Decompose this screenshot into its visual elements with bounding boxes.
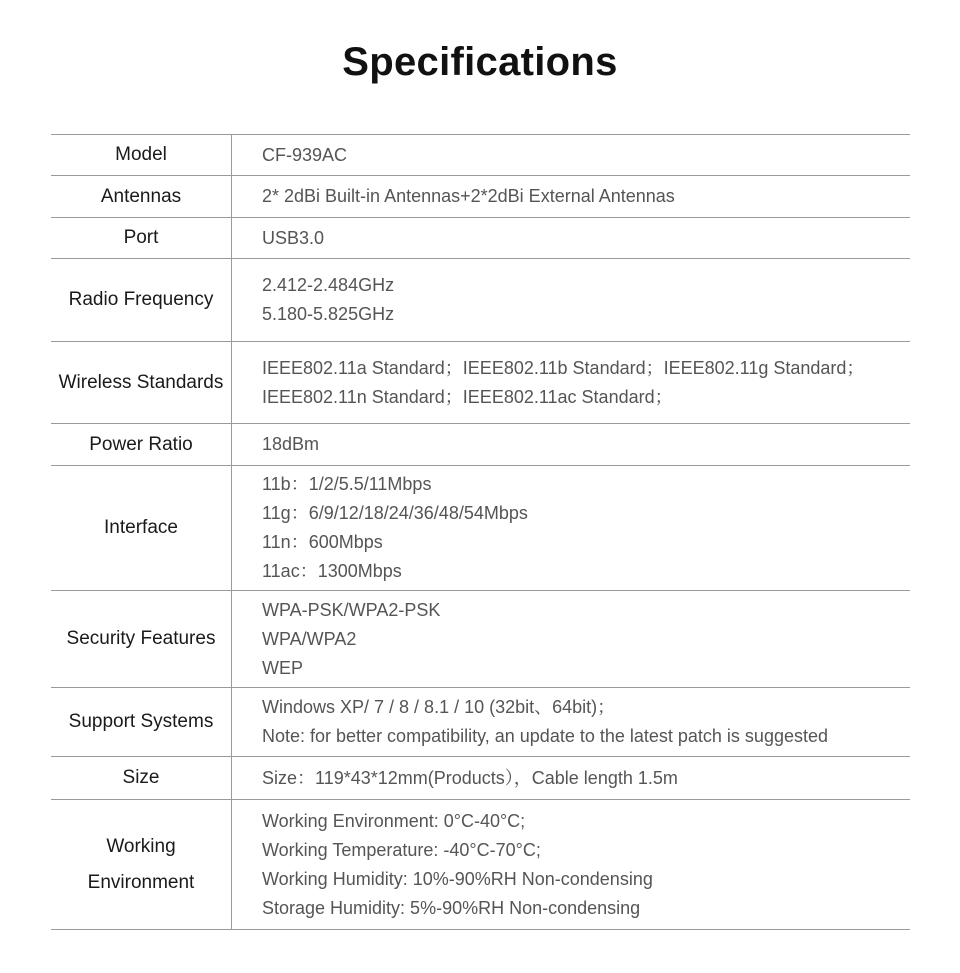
spec-value: [232, 424, 910, 465]
spec-value: [232, 218, 910, 258]
spec-label: Support Systems: [51, 688, 232, 756]
spec-value: [232, 176, 910, 217]
spec-value: [232, 591, 910, 687]
spec-value: [232, 135, 910, 175]
spec-value: [232, 688, 910, 756]
spec-value-line: Working Humidity: 10%-90%RH Non-condensing: [262, 868, 653, 889]
page-title: Specifications: [342, 40, 618, 84]
spec-row-wireless-standards: [51, 342, 910, 424]
spec-value-line: 11n：600Mbps: [262, 532, 383, 552]
spec-row-antennas: [51, 176, 910, 218]
spec-value-line: Size：119*43*12mm(Products），Cable length 1.5m: [262, 767, 678, 788]
spec-label: Antennas: [51, 176, 232, 217]
spec-value-line: 2* 2dBi Built-in Antennas+2*2dBi External Antennas: [262, 186, 675, 206]
spec-value-line: Windows XP/ 7 / 8 / 8.1 / 10 (32bit、64bit)；: [262, 697, 616, 717]
spec-value-line: 2.412-2.484GHz: [262, 275, 395, 295]
spec-value-line: WPA-PSK/WPA2-PSK: [262, 599, 441, 620]
spec-value-line: CF-939AC: [262, 144, 348, 165]
spec-row-size: [51, 757, 910, 800]
spec-value-line: WEP: [262, 657, 304, 678]
spec-value-line: Storage Humidity: 5%-90%RH Non-condensing: [262, 897, 641, 918]
spec-value: [232, 466, 910, 590]
spec-value: [232, 342, 910, 423]
spec-value: [232, 757, 910, 799]
spec-row-radio-frequency: [51, 259, 910, 342]
spec-row-security-features: [51, 591, 910, 688]
spec-value-line: 5.180-5.825GHz: [262, 304, 395, 324]
spec-value-line: IEEE802.11n Standard；IEEE802.11ac Standard；: [262, 386, 673, 407]
spec-label: Radio Frequency: [51, 259, 232, 341]
spec-value-line: 11ac：1300Mbps: [262, 561, 402, 581]
spec-value-line: 11g：6/9/12/18/24/36/48/54Mbps: [262, 503, 528, 523]
spec-value-line: Note: for better compatibility, an update to the latest patch is suggested: [262, 726, 828, 746]
spec-label: Size: [51, 757, 232, 799]
spec-label: Security Features: [51, 591, 232, 687]
spec-row-model: [51, 135, 910, 176]
spec-row-support-systems: [51, 688, 910, 757]
spec-row-interface: [51, 466, 910, 591]
spec-value: [232, 259, 910, 341]
spec-row-port: [51, 218, 910, 259]
spec-value: [232, 800, 910, 929]
spec-value-line: 11b：1/2/5.5/11Mbps: [262, 474, 432, 494]
spec-value-line: 18dBm: [262, 434, 320, 454]
spec-label: Wireless Standards: [51, 342, 232, 423]
spec-label: Power Ratio: [51, 424, 232, 465]
spec-row-power-ratio: [51, 424, 910, 466]
spec-label: Model: [51, 135, 232, 175]
spec-label: Working Environment: [51, 800, 232, 929]
spec-label: Interface: [51, 466, 232, 590]
spec-value-line: WPA/WPA2: [262, 628, 357, 649]
spec-label: Port: [51, 218, 232, 258]
spec-row-working-environment: [51, 800, 910, 930]
spec-value-line: IEEE802.11a Standard；IEEE802.11b Standard；IEEE802.11g Standard；: [262, 357, 865, 378]
spec-value-line: Working Temperature: -40°C-70°C;: [262, 839, 541, 860]
spec-value-line: Working Environment: 0°C-40°C;: [262, 810, 526, 831]
spec-table: [51, 134, 910, 930]
spec-value-line: USB3.0: [262, 227, 325, 248]
